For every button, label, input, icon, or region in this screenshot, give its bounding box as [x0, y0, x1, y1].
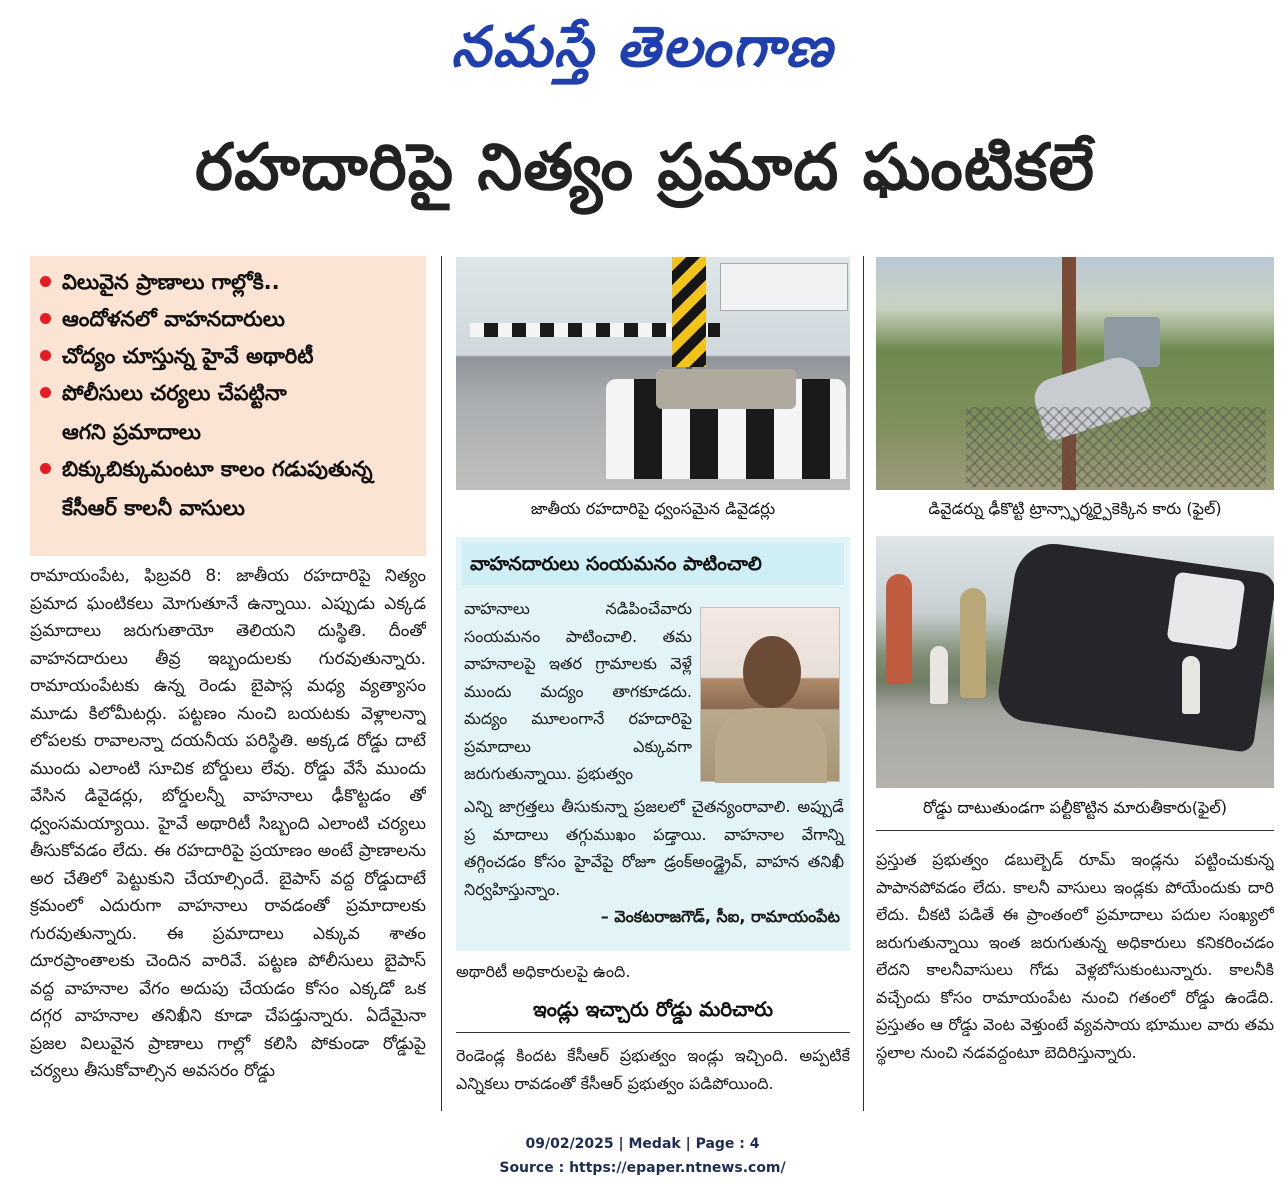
highlight-text-continued: కేసీఆర్ కాలనీ వాసులు — [62, 496, 245, 520]
quote-box-text: వాహనాలు నడిపించేవారు సంయమనం పాటించాలి. తమ వాహనాలపై ఇతర గ్రామాలకు వెళ్లే ముందు మద్యం తాగకూడదు. మద్యం మూలంగానే రహదారిపై ప్రమాదాలు ఎక్కువగా జరుగుతున్నాయి. ప్రభుత్వం — [464, 599, 692, 783]
highlight-item — [62, 455, 412, 522]
column-divider — [441, 256, 442, 1111]
photo-caption: జాతీయ రహదారిపై ధ్వంసమైన డివైడర్లు — [530, 499, 776, 518]
section-subheading: ఇండ్లు ఇచ్చారు రోడ్డు మరిచారు — [532, 997, 773, 1021]
bullet-icon — [40, 313, 51, 324]
highlight-text-continued: ఆగని ప్రమాదాలు — [62, 420, 201, 444]
bullet-icon — [40, 463, 51, 474]
newspaper-logo: నమస్తే తెలంగాణ — [451, 14, 834, 80]
wire-fence — [966, 407, 1266, 487]
quote-box-heading: వాహనదారులు సంయమనం పాటించాలి — [462, 543, 844, 585]
bullet-icon — [40, 276, 51, 287]
portrait-face — [743, 636, 801, 708]
highlight-text: విలువైన ప్రాణాలు గాల్లోకి.. — [62, 270, 280, 294]
highlight-item — [62, 305, 412, 333]
quote-attribution: – వెంకటరాజగౌడ్, సీఐ, రామాయంపేట — [600, 907, 840, 926]
article-column-2-body: రెండెండ్ల కిందట కేసీఆర్ ప్రభుత్వం ఇండ్లు ఇచ్చింది. అప్పటికే ఎన్నికలు రావడంతో కేసీఆర్ ప్రభుత్వం పడిపోయింది. — [456, 1046, 850, 1093]
footer-dateline: 09/02/2025 | Medak | Page : 4 — [525, 1136, 760, 1152]
masthead — [0, 4, 1285, 94]
highlight-text: పోలీసులు చర్యలు చేపట్టినా — [62, 381, 287, 405]
column-divider — [863, 256, 864, 1111]
truck — [720, 263, 848, 311]
subhead-rule — [456, 1032, 850, 1033]
bystander — [886, 574, 912, 684]
highlight-text: ఆందోళనలో వాహనదారులు — [62, 307, 285, 331]
police-officer — [960, 588, 986, 698]
highlight-text: బిక్కుబిక్కుమంటూ కాలం గడుపుతున్న — [62, 457, 373, 481]
article-headline: రహదారిపై నిత్యం ప్రమాద ఘంటికలే — [195, 131, 1095, 205]
divider-rubble — [656, 369, 796, 409]
article-column-3: ప్రస్తుత ప్రభుత్వం డబుల్బెడ్ రూమ్ ఇండ్లను పట్టించుకున్న పాపానపోవడం లేదు. కాలనీ వాసులు ఇండ్లకు పోయేందుకు దారి లేదు. చీకటి పడితే ఈ ప్రాంతంలో ప్రమాదాలు పదుల సంఖ్యలో జరుగుతున్నాయి ఇంత జరుగుతున్న అధికారులు కనికరించడం లేదని కాలనీవాసులు గోడు వెళ్లబోసుకుంటున్నారు. కాలనీకి వచ్చేందు కోసం రామాయంపేట నుంచి గతంలో రోడ్డు ఉండేది. ప్రస్తుతం ఆ రోడ్డు వెంట వెళ్తుంటే వ్యవసాయ భూముల వారు తమ స్థలాల నుంచి నడవద్దంటూ బెదిరిస్తున్నారు. — [876, 850, 1274, 1062]
chevron-sign — [672, 257, 706, 367]
photo-overturned-car — [876, 536, 1274, 788]
debris — [1182, 656, 1200, 714]
car-window — [1166, 571, 1245, 650]
highlight-text: చోద్యం చూస్తున్న హైవే అథారిటీ — [62, 344, 314, 368]
quote-box-text-continued: ఎన్ని జాగ్రత్తలు తీసుకున్నా ప్రజలలో చైతన్యంరావాలి. అప్పుడే ప్ర మాదాలు తగ్గుముఖం పడ్తాయి. వాహనాల వేగాన్ని తగ్గించడం కోసం హైవేపై రోజూ డ్రంక్అండ్డ్రైవ్, వాహన తనిఖీ నిర్వహిస్తున్నాం. — [464, 797, 844, 899]
bullet-icon — [40, 387, 51, 398]
bullet-icon — [40, 350, 51, 361]
photo-broken-divider — [456, 257, 850, 490]
portrait-uniform — [715, 708, 827, 783]
caption-rule — [876, 830, 1274, 831]
highlight-item — [62, 342, 412, 370]
page-footer — [0, 1132, 1285, 1180]
photo-car-on-transformer — [876, 257, 1274, 490]
article-column-1: రామాయంపేట, ఫిబ్రవరి 8: జాతీయ రహదారిపై నిత్యం ప్రమాద ఘంటికలు మోగుతూనే ఉన్నాయి. ఎప్పుడు ఎక్కడ ప్రమాదాలు జరుగుతాయో తెలియని దుస్థితి. దీంతో వాహనదారులు తీవ్ర ఇబ్బందులకు గురవుతున్నారు. రామాయంపేటకు ఉన్న రెండు బైపాస్ల మధ్య వ్యత్యాసం మూడు కిలోమీటర్లు. పట్టణం నుంచి బయటకు వెళ్లాలన్నా లోపలకు రావాలన్నా దయనీయ పరిస్థితి. అక్కడ రోడ్డు దాటే ముందు ఎలాంటి సూచిక బోర్డులు లేవు. రోడ్డు వేసే ముందు వేసిన డివైడర్లు, బోర్డులన్నీ వాహనాలు ఢీకొట్టడం తో ధ్వంసమయ్యాయి. హైవే అథారిటీ సిబ్బంది ఎలాంటి చర్యలు తీసుకోవడం లేదు. ఈ రహదారిపై ప్రయాణం అంటే ప్రాణాలను అర చేతిలో పెట్టుకుని చేయాల్సిందే. బైపాస్ వద్ద రోడ్డుదాటే క్రమంలో ఎదురుగా వాహనాలు రావడంతో ప్రమాదాలకు గురవుతున్నారు. ఈ ప్రమాదాలు ఎక్కువ శాతం దూరప్రాంతాలకు చెందిన వారివే. పట్టణ పోలీసులు బైపాస్ వద్ద వాహనాల వేగం అదుపు చేయడం కోసం ఎక్కడో ఒక దగ్గర వాహనాల తనిఖీని కూడా చేపడ్తున్నారు. ఏదేమైనా ప్రజల విలువైన ప్రాణాలు గాల్లో కలిసి పోకుండా రోడ్డుపై చర్యలు తీసుకోవాల్సిన అవసరం రోడ్డు — [30, 566, 426, 1081]
article-column-2-continuation: అథారిటీ అధికారులపై ఉంది. — [456, 962, 631, 981]
highlight-item — [62, 268, 412, 296]
debris — [930, 646, 948, 704]
highlight-item — [62, 379, 412, 446]
quote-box — [456, 537, 850, 951]
photo-caption: డివైడర్ను ఢీకొట్టి ట్రాన్స్ఫార్మర్పైకెక్కిన కారు (ఫైల్) — [928, 499, 1222, 518]
photo-caption: రోడ్డు దాటుతుండగా పల్టీకొట్టిన మారుతీకారు(ఫైల్) — [923, 798, 1227, 817]
highlights-box — [30, 256, 426, 556]
portrait-photo — [700, 607, 840, 782]
footer-source: Source : https://epaper.ntnews.com/ — [499, 1160, 786, 1176]
